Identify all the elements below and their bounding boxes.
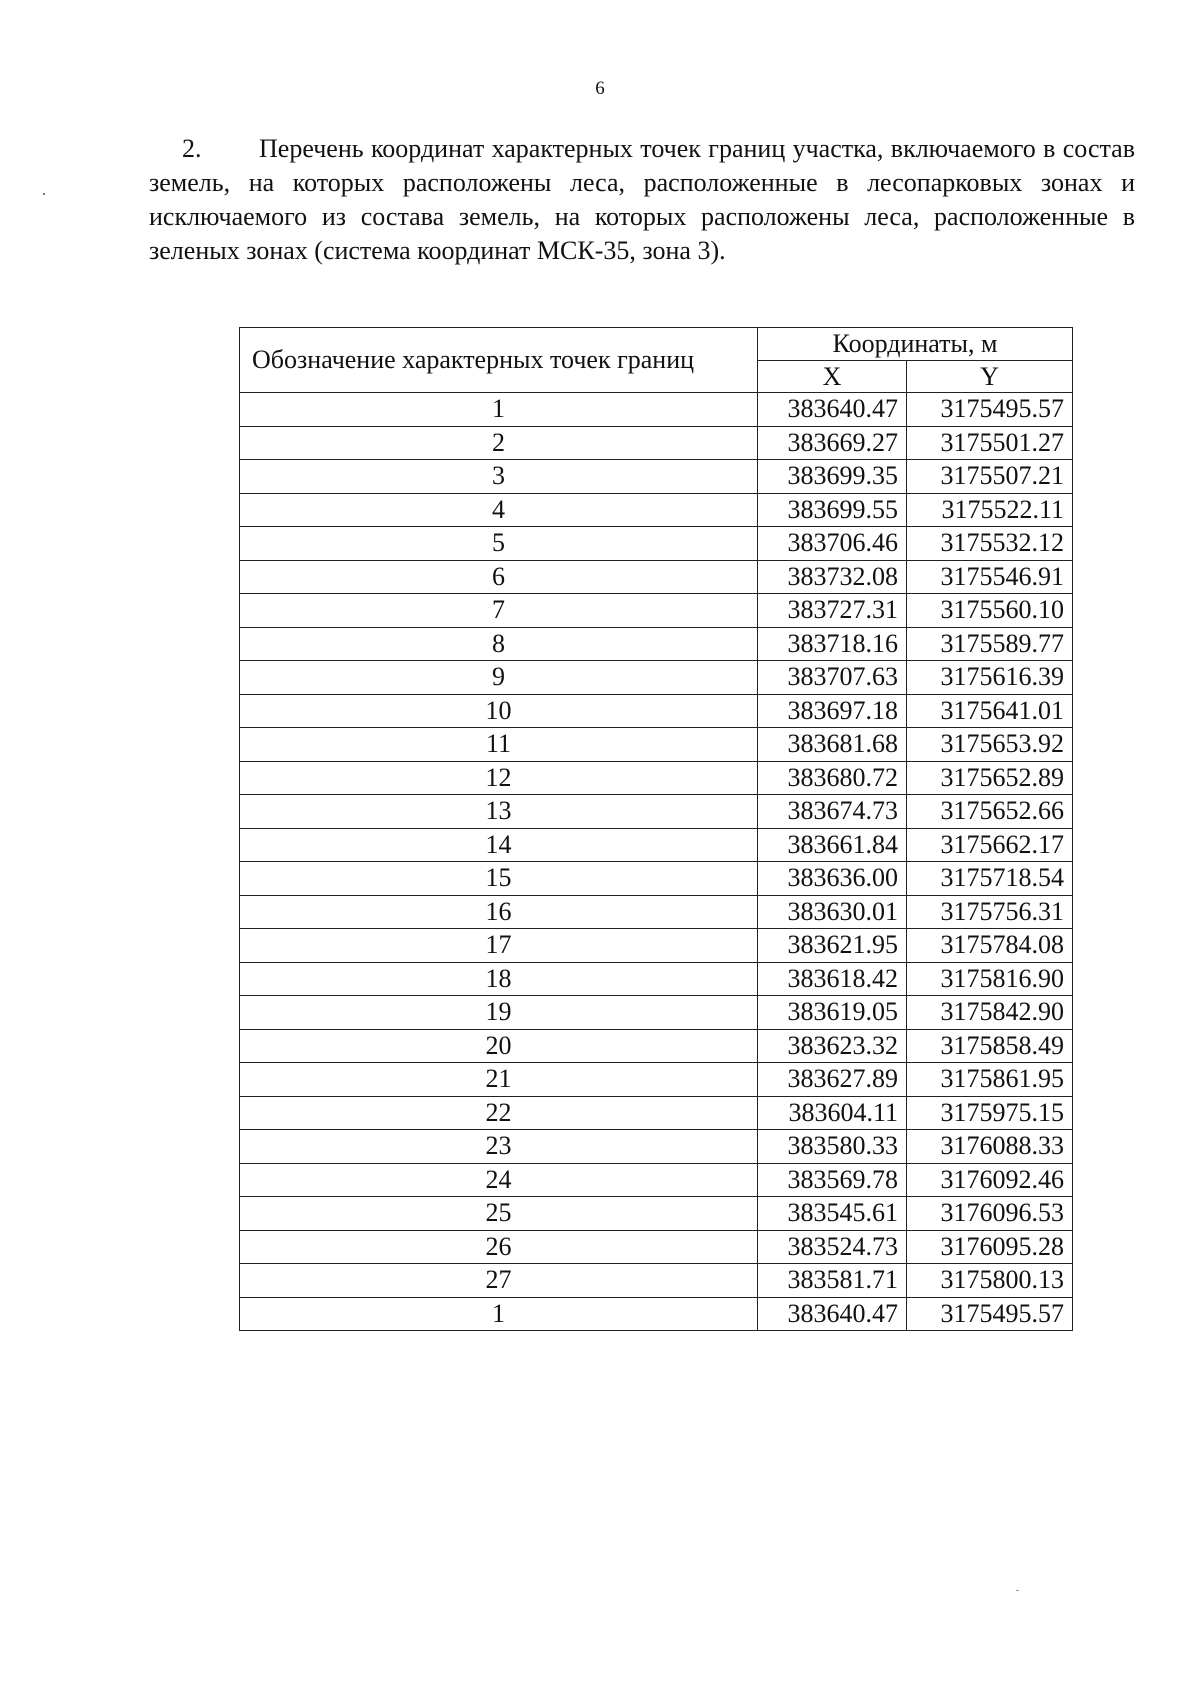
y-coordinate-cell: 3175507.21 (907, 460, 1073, 494)
y-coordinate-cell: 3175662.17 (907, 828, 1073, 862)
x-coordinate-cell: 383618.42 (758, 962, 907, 996)
x-coordinate-cell: 383727.31 (758, 594, 907, 628)
page-number: 6 (595, 78, 605, 99)
y-coordinate-cell: 3176096.53 (907, 1197, 1073, 1231)
point-cell: 15 (240, 862, 758, 896)
scan-speck (1016, 1590, 1019, 1591)
table-row (240, 929, 1073, 963)
table-row (240, 594, 1073, 628)
x-coordinate-cell: 383680.72 (758, 761, 907, 795)
point-cell: 16 (240, 895, 758, 929)
x-coordinate-cell: 383627.89 (758, 1063, 907, 1097)
y-coordinate-cell: 3175560.10 (907, 594, 1073, 628)
y-coordinate-cell: 3176092.46 (907, 1163, 1073, 1197)
table-row (240, 1096, 1073, 1130)
y-coordinate-cell: 3175756.31 (907, 895, 1073, 929)
y-coordinate-cell: 3175653.92 (907, 728, 1073, 762)
x-coordinate-cell: 383669.27 (758, 426, 907, 460)
table-row (240, 996, 1073, 1030)
point-cell: 8 (240, 627, 758, 661)
table-row (240, 1063, 1073, 1097)
x-coordinate-cell: 383630.01 (758, 895, 907, 929)
y-coordinate-cell: 3175495.57 (907, 393, 1073, 427)
y-coordinate-cell: 3175532.12 (907, 527, 1073, 561)
point-cell: 2 (240, 426, 758, 460)
coordinates-table-container (239, 327, 1073, 1331)
point-cell: 3 (240, 460, 758, 494)
y-coordinate-cell: 3175861.95 (907, 1063, 1073, 1097)
x-coordinate-cell: 383674.73 (758, 795, 907, 829)
x-coordinate-cell: 383707.63 (758, 661, 907, 695)
y-coordinate-cell: 3175616.39 (907, 661, 1073, 695)
table-row (240, 1297, 1073, 1331)
point-cell: 13 (240, 795, 758, 829)
table-row (240, 728, 1073, 762)
y-coordinate-cell: 3175522.11 (907, 493, 1073, 527)
y-coordinate-cell: 3175652.66 (907, 795, 1073, 829)
x-coordinate-cell: 383699.35 (758, 460, 907, 494)
x-coordinate-cell: 383699.55 (758, 493, 907, 527)
table-row (240, 460, 1073, 494)
table-row (240, 1264, 1073, 1298)
point-cell: 1 (240, 1297, 758, 1331)
point-cell: 6 (240, 560, 758, 594)
header-x: X (758, 361, 907, 393)
x-coordinate-cell: 383524.73 (758, 1230, 907, 1264)
point-cell: 19 (240, 996, 758, 1030)
section-paragraph (149, 132, 1135, 268)
y-coordinate-cell: 3175546.91 (907, 560, 1073, 594)
coordinates-table (239, 327, 1073, 1331)
y-coordinate-cell: 3175652.89 (907, 761, 1073, 795)
table-row (240, 1230, 1073, 1264)
x-coordinate-cell: 383604.11 (758, 1096, 907, 1130)
y-coordinate-cell: 3175975.15 (907, 1096, 1073, 1130)
x-coordinate-cell: 383732.08 (758, 560, 907, 594)
table-row (240, 795, 1073, 829)
point-cell: 23 (240, 1130, 758, 1164)
x-coordinate-cell: 383581.71 (758, 1264, 907, 1298)
x-coordinate-cell: 383623.32 (758, 1029, 907, 1063)
point-cell: 17 (240, 929, 758, 963)
x-coordinate-cell: 383621.95 (758, 929, 907, 963)
x-coordinate-cell: 383640.47 (758, 1297, 907, 1331)
header-coordinates: Координаты, м (758, 328, 1073, 361)
x-coordinate-cell: 383636.00 (758, 862, 907, 896)
table-row (240, 862, 1073, 896)
x-coordinate-cell: 383619.05 (758, 996, 907, 1030)
point-cell: 5 (240, 527, 758, 561)
table-row (240, 1029, 1073, 1063)
y-coordinate-cell: 3175816.90 (907, 962, 1073, 996)
table-row (240, 761, 1073, 795)
y-coordinate-cell: 3175842.90 (907, 996, 1073, 1030)
y-coordinate-cell: 3175589.77 (907, 627, 1073, 661)
table-row (240, 1197, 1073, 1231)
header-point-designation: Обозначение характерных точек границ (240, 328, 758, 393)
section-number: 2. (182, 134, 202, 163)
point-cell: 1 (240, 393, 758, 427)
y-coordinate-cell: 3176088.33 (907, 1130, 1073, 1164)
scan-speck (43, 193, 45, 195)
point-cell: 22 (240, 1096, 758, 1130)
point-cell: 20 (240, 1029, 758, 1063)
table-row (240, 694, 1073, 728)
x-coordinate-cell: 383697.18 (758, 694, 907, 728)
point-cell: 9 (240, 661, 758, 695)
table-row (240, 527, 1073, 561)
point-cell: 27 (240, 1264, 758, 1298)
table-row (240, 493, 1073, 527)
point-cell: 24 (240, 1163, 758, 1197)
y-coordinate-cell: 3175495.57 (907, 1297, 1073, 1331)
table-row (240, 1130, 1073, 1164)
section-text: Перечень координат характерных точек границ участка, включаемого в состав земель, на которых расположены леса, расположенные в лесопарковых зонах и исключаемого из состава земель, на которых расположены леса, расположенные в зеленых зонах (система координат МСК-35, зона 3). (149, 134, 1135, 265)
y-coordinate-cell: 3175800.13 (907, 1264, 1073, 1298)
x-coordinate-cell: 383681.68 (758, 728, 907, 762)
point-cell: 21 (240, 1063, 758, 1097)
y-coordinate-cell: 3175501.27 (907, 426, 1073, 460)
table-body (240, 393, 1073, 1331)
x-coordinate-cell: 383580.33 (758, 1130, 907, 1164)
y-coordinate-cell: 3175784.08 (907, 929, 1073, 963)
point-cell: 12 (240, 761, 758, 795)
x-coordinate-cell: 383569.78 (758, 1163, 907, 1197)
x-coordinate-cell: 383661.84 (758, 828, 907, 862)
point-cell: 11 (240, 728, 758, 762)
table-row (240, 962, 1073, 996)
table-row (240, 627, 1073, 661)
y-coordinate-cell: 3175641.01 (907, 694, 1073, 728)
table-row (240, 661, 1073, 695)
point-cell: 4 (240, 493, 758, 527)
point-cell: 25 (240, 1197, 758, 1231)
y-coordinate-cell: 3176095.28 (907, 1230, 1073, 1264)
x-coordinate-cell: 383706.46 (758, 527, 907, 561)
table-row (240, 895, 1073, 929)
table-row (240, 426, 1073, 460)
x-coordinate-cell: 383640.47 (758, 393, 907, 427)
point-cell: 26 (240, 1230, 758, 1264)
point-cell: 10 (240, 694, 758, 728)
x-coordinate-cell: 383545.61 (758, 1197, 907, 1231)
header-y: Y (907, 361, 1073, 393)
x-coordinate-cell: 383718.16 (758, 627, 907, 661)
table-row (240, 393, 1073, 427)
y-coordinate-cell: 3175718.54 (907, 862, 1073, 896)
point-cell: 18 (240, 962, 758, 996)
point-cell: 7 (240, 594, 758, 628)
point-cell: 14 (240, 828, 758, 862)
table-row (240, 560, 1073, 594)
table-row (240, 828, 1073, 862)
y-coordinate-cell: 3175858.49 (907, 1029, 1073, 1063)
table-row (240, 1163, 1073, 1197)
